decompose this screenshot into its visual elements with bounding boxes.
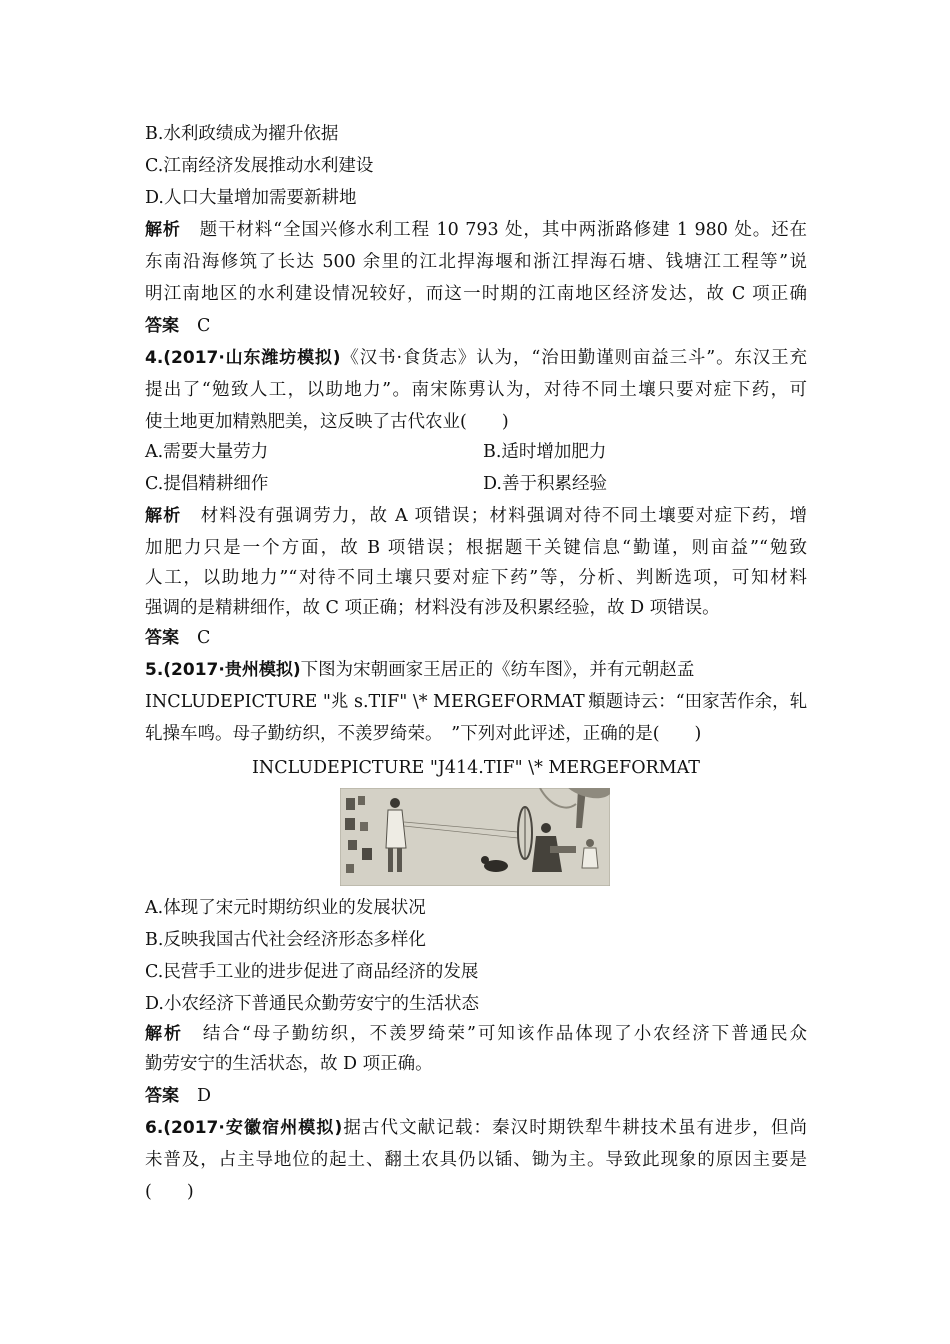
q5-option-d: D.小农经济下普通民众勤劳安宁的生活状态 bbox=[145, 994, 479, 1014]
q4-option-d: D.善于积累经验 bbox=[483, 474, 607, 494]
q5-option-a: A.体现了宋元时期纺织业的发展状况 bbox=[145, 898, 426, 918]
q3-option-d: D.人口大量增加需要新耕地 bbox=[145, 188, 357, 208]
q3-analysis-line: 明江南地区的水利建设情况较好，而这一时期的江南地区经济发达，故 C 项正确 bbox=[145, 284, 807, 304]
q4-answer: C bbox=[197, 628, 211, 648]
q5-field-code: INCLUDEPICTURE "J414.TIF" \* MERGEFORMAT bbox=[252, 758, 700, 778]
q5-answer: D bbox=[197, 1086, 212, 1106]
q4-analysis-line: 人工，以助地力”“对待不同土壤只要对症下药”等，分析、判断选项，可知材料 bbox=[145, 568, 807, 588]
spinning-wheel-painting bbox=[340, 788, 610, 886]
q4-source: 4.(2017·山东潍坊模拟) bbox=[145, 348, 341, 368]
q4-option-a: A.需要大量劳力 bbox=[145, 442, 269, 462]
q4-option-b: B.适时增加肥力 bbox=[483, 442, 607, 462]
q6-stem-line: ( ) bbox=[145, 1182, 194, 1202]
q4-analysis-line: 解析 材料没有强调劳力，故 A 项错误；材料强调对待不同土壤要对症下药，增 bbox=[145, 506, 807, 526]
q3-answer-line bbox=[145, 314, 807, 338]
q5-answer-label: 答案 bbox=[145, 1086, 179, 1106]
q5-answer-line bbox=[145, 1084, 807, 1108]
q4-stem-line: 提出了“勉致人工，以助地力”。南宋陈旉认为，对待不同土壤只要对症下药，可 bbox=[145, 380, 807, 400]
q4-option-c: C.提倡精耕细作 bbox=[145, 474, 269, 494]
q3-option-b: B.水利政绩成为擢升依据 bbox=[145, 124, 339, 144]
q4-stem-line: 4.(2017·山东潍坊模拟)《汉书·食货志》认为，“治田勤谨则亩益三斗”。东汉王充 bbox=[145, 348, 807, 368]
q4-analysis-line: 加肥力只是一个方面，故 B 项错误；根据题干关键信息“勤谨，则亩益”“勉致 bbox=[145, 538, 807, 558]
q5-option-c: C.民营手工业的进步促进了商品经济的发展 bbox=[145, 962, 479, 982]
q5-field-code-inline: INCLUDEPICTURE "兆 s.TIF" \* MERGEFORMAT bbox=[145, 692, 585, 712]
q5-analysis-line: 解析 结合“母子勤纺织，不羡罗绮荣”可知该作品体现了小农经济下普通民众 bbox=[145, 1024, 807, 1044]
q6-stem-line: 未普及，占主导地位的起土、翻土农具仍以锸、锄为主。导致此现象的原因主要是 bbox=[145, 1150, 807, 1170]
q4-options-row bbox=[145, 440, 807, 464]
q5-stem-line: 轧操车鸣。母子勤纺织，不羡罗绮荣。 ”下列对此评述，正确的是( ) bbox=[145, 724, 702, 744]
q5-analysis-label: 解析 bbox=[145, 1024, 183, 1044]
q3-analysis-line: 解析 题干材料“全国兴修水利工程 10 793 处，其中两浙路修建 1 980 处。还在 bbox=[145, 220, 807, 240]
q3-option-c: C.江南经济发展推动水利建设 bbox=[145, 156, 374, 176]
q5-analysis-line: 勤劳安宁的生活状态，故 D 项正确。 bbox=[145, 1054, 433, 1074]
q4-analysis-label: 解析 bbox=[145, 506, 182, 526]
q3-answer: C bbox=[197, 316, 211, 336]
q6-stem-line: 6.(2017·安徽宿州模拟)据古代文献记载：秦汉时期铁犁牛耕技术虽有进步，但尚 bbox=[145, 1118, 807, 1138]
q5-stem-line: INCLUDEPICTURE "兆 s.TIF" \* MERGEFORMAT 頫题诗云：“田家苦作余，轧 bbox=[145, 692, 808, 712]
q3-analysis-line: 东南沿海修筑了长达 500 余里的江北捍海堰和浙江捍海石塘、钱塘江工程等”说 bbox=[145, 252, 807, 272]
q5-stem-line: 5.(2017·贵州模拟)下图为宋朝画家王居正的《纺车图》，并有元朝赵孟 bbox=[145, 660, 695, 680]
painting-illustration bbox=[340, 788, 610, 886]
q3-answer-label: 答案 bbox=[145, 316, 179, 336]
q3-analysis-label: 解析 bbox=[145, 220, 181, 240]
q4-answer-line bbox=[145, 626, 807, 650]
q5-option-b: B.反映我国古代社会经济形态多样化 bbox=[145, 930, 426, 950]
q4-stem-line: 使土地更加精熟肥美，这反映了古代农业( ) bbox=[145, 412, 509, 432]
q5-source: 5.(2017·贵州模拟) bbox=[145, 660, 301, 680]
q4-analysis-line: 强调的是精耕细作，故 C 项正确；材料没有涉及积累经验，故 D 项错误。 bbox=[145, 598, 720, 618]
q4-answer-label: 答案 bbox=[145, 628, 179, 648]
q4-options-row bbox=[145, 472, 807, 496]
q6-source: 6.(2017·安徽宿州模拟) bbox=[145, 1118, 343, 1138]
